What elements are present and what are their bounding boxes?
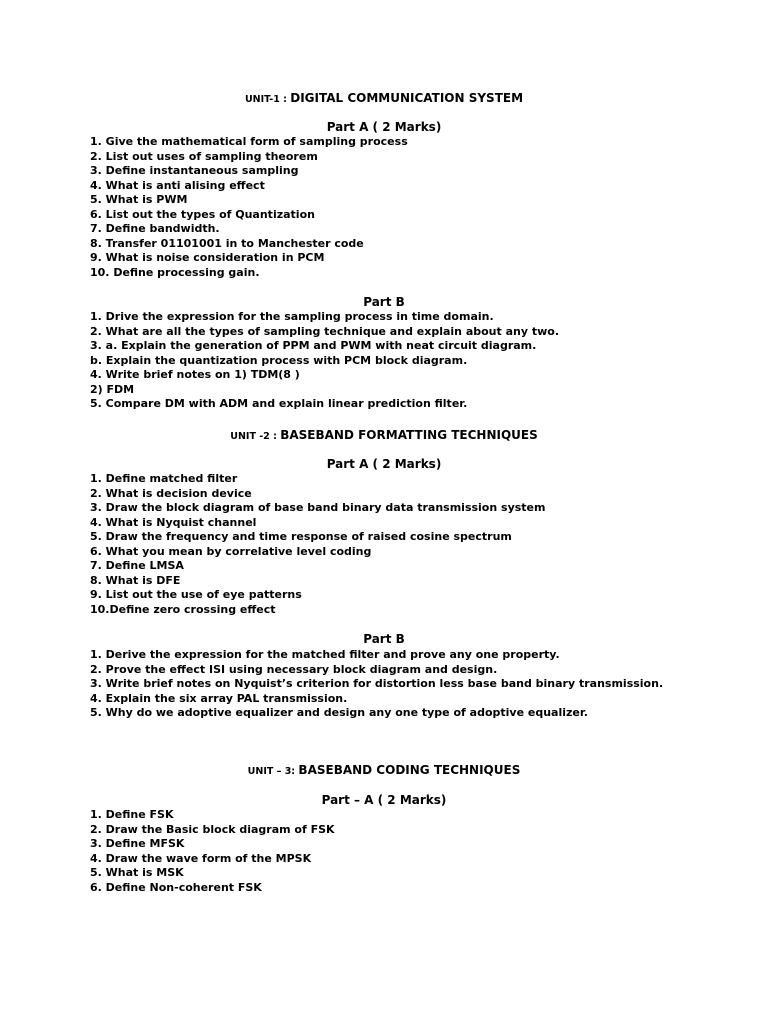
list-item: 3. a. Explain the generation of PPM and PWM with neat circuit diagram. <box>90 339 537 352</box>
unit-2-prefix: UNIT -2 : <box>230 431 281 442</box>
unit-1-part-b-heading: Part B <box>363 295 405 309</box>
list-item: 5. What is PWM <box>90 193 188 206</box>
list-item: 4. What is anti alising effect <box>90 178 265 192</box>
list-item: 7. Define LMSA <box>90 559 184 572</box>
list-item: 1. Drive the expression for the sampling process in time domain. <box>90 310 494 323</box>
list-item: 9. List out the use of eye patterns <box>90 588 302 601</box>
list-item: 2. Draw the Basic block diagram of FSK <box>90 822 335 836</box>
list-item: 6. List out the types of Quantization <box>90 207 315 221</box>
list-item: 2) FDM <box>90 382 135 396</box>
unit-1-title <box>0 90 768 108</box>
list-item: 4. What is Nyquist channel <box>90 515 257 529</box>
list-item: 6. What you mean by correlative level coding <box>90 544 372 558</box>
list-item: 3. Draw the block diagram of base band binary data transmission system <box>90 501 546 514</box>
unit-1-part-b-list <box>90 310 750 412</box>
list-item: 5. Why do we adoptive equalizer and design any one type of adoptive equalizer. <box>90 706 588 719</box>
list-item: 5. Draw the frequency and time response of raised cosine spectrum <box>90 530 512 543</box>
unit-2-title-text: BASEBAND FORMATTING TECHNIQUES <box>280 428 538 442</box>
unit-2-part-b-list <box>90 648 750 721</box>
list-item: 3. Define MFSK <box>90 837 185 850</box>
list-item: 3. Define instantaneous sampling <box>90 164 299 177</box>
list-item: 8. Transfer 01101001 in to Manchester code <box>90 236 364 250</box>
unit-3-prefix: UNIT – 3: <box>247 766 299 777</box>
list-item: 4. Draw the wave form of the MPSK <box>90 851 312 865</box>
list-item: 6. Define Non-coherent FSK <box>90 880 262 894</box>
list-item: 2. List out uses of sampling theorem <box>90 149 318 163</box>
list-item: b. Explain the quantization process with PCM block diagram. <box>90 353 468 367</box>
unit-3-title <box>0 762 768 780</box>
unit-1-title-text: DIGITAL COMMUNICATION SYSTEM <box>290 91 524 105</box>
unit-2-title <box>0 427 768 445</box>
unit-1-prefix: UNIT-1 : <box>244 94 291 105</box>
list-item: 1. Define matched filter <box>90 472 238 485</box>
unit-3-part-a-list <box>90 808 750 895</box>
list-item: 9. What is noise consideration in PCM <box>90 251 325 264</box>
list-item: 1. Give the mathematical form of sampling process <box>90 135 408 148</box>
list-item: 2. What is decision device <box>90 486 252 500</box>
list-item: 8. What is DFE <box>90 573 181 587</box>
list-item: 5. What is MSK <box>90 866 184 879</box>
unit-1-part-a-heading: Part A ( 2 Marks) <box>326 120 442 134</box>
unit-2-part-a-list <box>90 472 750 617</box>
list-item: 2. What are all the types of sampling technique and explain about any two. <box>90 324 560 338</box>
list-item: 1. Derive the expression for the matched filter and prove any one property. <box>90 648 560 661</box>
list-item: 4. Write brief notes on 1) TDM(8 ) <box>90 368 300 381</box>
unit-1-part-a-list <box>90 135 750 280</box>
list-item: 2. Prove the effect ISI using necessary block diagram and design. <box>90 662 498 676</box>
unit-3-part-a-heading: Part – A ( 2 Marks) <box>321 793 447 807</box>
list-item: 10. Define processing gain. <box>90 265 260 279</box>
list-item: 7. Define bandwidth. <box>90 222 220 235</box>
unit-2-part-b-heading: Part B <box>363 632 405 646</box>
list-item: 10.Define zero crossing effect <box>90 602 276 616</box>
unit-2-part-a-heading: Part A ( 2 Marks) <box>326 457 442 471</box>
list-item: 5. Compare DM with ADM and explain linear prediction filter. <box>90 397 468 410</box>
list-item: 1. Define FSK <box>90 808 174 821</box>
list-item: 3. Write brief notes on Nyquist’s criterion for distortion less base band binary transmission. <box>90 677 664 690</box>
unit-3-title-text: BASEBAND CODING TECHNIQUES <box>298 763 521 777</box>
list-item: 4. Explain the six array PAL transmission. <box>90 691 348 705</box>
